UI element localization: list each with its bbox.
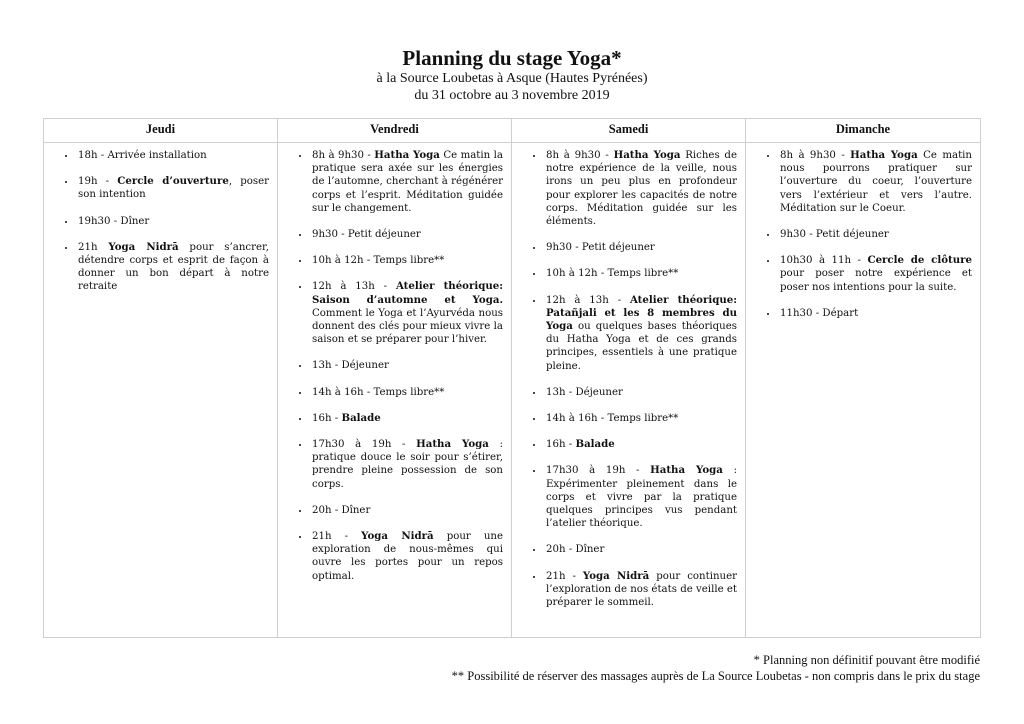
- schedule-item: [544, 241, 737, 254]
- schedule-list-samedi: [516, 149, 737, 609]
- day-header-row: [44, 119, 981, 143]
- schedule-item-time: 13h - Déjeuner: [546, 386, 623, 398]
- day-header-samedi: Samedi: [512, 119, 746, 143]
- schedule-item-time: 19h30 - Dîner: [78, 215, 150, 227]
- day-header-jeudi: Jeudi: [44, 119, 278, 143]
- schedule-item: [310, 254, 503, 267]
- schedule-item: [778, 149, 972, 215]
- schedule-list-jeudi: [48, 149, 269, 294]
- schedule-item-activity: Cercle de clôture: [867, 254, 972, 267]
- schedule-item-desc: , poser son intention: [78, 176, 269, 201]
- schedule-item-activity: Yoga Nidrā: [361, 530, 434, 543]
- document-header: [0, 46, 1024, 104]
- schedule-item-activity: Yoga Nidrā: [108, 240, 179, 253]
- schedule-item-time: 8h à 9h30 -: [546, 150, 614, 161]
- schedule-item-time: 21h: [78, 241, 109, 253]
- schedule-item-activity: Yoga Nidrā: [582, 569, 650, 582]
- schedule-item: [310, 280, 503, 346]
- schedule-item-time: 16h -: [312, 412, 342, 424]
- schedule-item: [778, 228, 972, 241]
- schedule-item-desc: Riches de notre expérience de la veille, nous irons un peu plus en profondeur pour explorer les capacités de notre corps. Méditation guidée sur les éléments.: [546, 150, 737, 228]
- schedule-item-time: 14h à 16h - Temps libre**: [312, 386, 445, 398]
- schedule-item-time: 10h à 12h - Temps libre**: [312, 255, 445, 267]
- schedule-item: [544, 543, 737, 556]
- schedule-item-time: 20h - Dîner: [312, 504, 371, 516]
- schedule-item-desc: pour continuer l’exploration de nos états de veille et préparer le sommeil.: [546, 570, 737, 609]
- schedule-item-desc: pour poser notre expérience et poser nos intentions pour la suite.: [780, 268, 972, 293]
- schedule-item-activity: Cercle d’ouverture: [117, 175, 229, 188]
- schedule-item: [544, 412, 737, 425]
- schedule-item: [778, 307, 972, 320]
- schedule-item-time: 16h -: [546, 439, 576, 451]
- day-column-vendredi: [278, 143, 512, 638]
- schedule-item: [310, 149, 503, 215]
- page-title: Planning du stage Yoga*: [402, 46, 622, 70]
- schedule-item-time: 19h -: [78, 176, 118, 188]
- schedule-table: [43, 118, 981, 638]
- schedule-item-time: 13h - Déjeuner: [312, 360, 389, 372]
- schedule-item: [778, 254, 972, 294]
- schedule-item-activity: Atelier théorique: Patañjali et les 8 membres du Yoga: [546, 293, 737, 333]
- schedule-item-time: 17h30 à 19h -: [312, 439, 417, 451]
- schedule-item-activity: Hatha Yoga: [374, 149, 440, 161]
- schedule-item: [76, 149, 269, 162]
- day-column-jeudi: [44, 143, 278, 638]
- schedule-item-desc: Comment le Yoga et l’Ayurvéda nous donnent des clés pour mieux vivre la saison et se préparer pour l’hiver.: [312, 307, 503, 346]
- schedule-item-time: 8h à 9h30 -: [780, 150, 851, 161]
- schedule-item-time: 10h à 12h - Temps libre**: [546, 268, 679, 280]
- schedule-list-dimanche: [750, 149, 972, 320]
- day-header-vendredi: Vendredi: [278, 119, 512, 143]
- schedule-item-time: 9h30 - Petit déjeuner: [780, 229, 889, 241]
- schedule-list-vendredi: [282, 149, 503, 583]
- location-line: à la Source Loubetas à Asque (Hautes Pyrénées): [376, 71, 648, 86]
- schedule-item-time: 18h - Arrivée installation: [78, 150, 207, 161]
- schedule-item-time: 11h30 - Départ: [780, 307, 859, 319]
- footnote-planning: * Planning non définitif pouvant être modifié: [753, 653, 980, 667]
- schedule-item: [310, 386, 503, 399]
- schedule-item-activity: Hatha Yoga: [416, 438, 489, 451]
- schedule-item-time: 17h30 à 19h -: [546, 465, 651, 477]
- schedule-item-desc: : pratique douce le soir pour s’étirer, prendre pleine possession de son corps.: [312, 439, 503, 490]
- schedule-item: [544, 267, 737, 280]
- schedule-item-desc: pour s’ancrer, détendre corps et esprit de façon à donner un bon départ à notre retraite: [78, 241, 269, 293]
- schedule-item: [544, 149, 737, 228]
- schedule-item-time: 9h30 - Petit déjeuner: [312, 229, 421, 241]
- footnote-massages: ** Possibilité de réserver des massages auprès de La Source Loubetas - non compris dans le prix du stage: [451, 669, 980, 683]
- schedule-item: [310, 530, 503, 583]
- schedule-item-desc: Ce matin la pratique sera axée sur les énergies de l’automne, cherchant à régénérer corps et l’esprit. Méditation guidée sur le changement.: [312, 150, 503, 214]
- schedule-item-activity: Hatha Yoga: [650, 464, 723, 477]
- day-column-samedi: [512, 143, 746, 638]
- schedule-item: [544, 570, 737, 610]
- schedule-item-time: 10h30 à 11h -: [780, 255, 868, 267]
- schedule-item: [76, 215, 269, 228]
- schedule-item-time: 9h30 - Petit déjeuner: [546, 242, 655, 254]
- schedule-item-time: 14h à 16h - Temps libre**: [546, 413, 679, 425]
- schedule-item-time: 8h à 9h30 -: [312, 150, 375, 161]
- schedule-item-activity: Hatha Yoga: [613, 149, 681, 161]
- schedule-item: [310, 438, 503, 491]
- schedule-item: [544, 294, 737, 373]
- schedule-item-desc: : Expérimenter pleinement dans le corps et vivre par la pratique quelques principes vus pendant l’atelier théorique.: [546, 465, 737, 530]
- schedule-item-time: 21h -: [546, 570, 583, 582]
- schedule-item-desc: ou quelques bases théoriques du Hatha Yoga et de ces grands principes, essentiels à une pratique pleine.: [546, 321, 737, 372]
- schedule-item-desc: Ce matin nous pourrons pratiquer sur l’ouverture du coeur, l’ouverture vers l’extérieur et vers l’autre. Méditation sur le Coeur.: [780, 150, 972, 214]
- schedule-item-desc: pour une exploration de nous-mêmes qui ouvre les portes pour un repos optimal.: [312, 531, 503, 582]
- schedule-item: [310, 412, 503, 425]
- schedule-item-time: 12h à 13h -: [312, 281, 396, 293]
- schedule-item: [310, 359, 503, 372]
- schedule-item: [310, 504, 503, 517]
- schedule-item: [310, 228, 503, 241]
- day-header-dimanche: Dimanche: [746, 119, 981, 143]
- schedule-item: [76, 175, 269, 201]
- schedule-item: [544, 438, 737, 451]
- dates-line: du 31 octobre au 3 novembre 2019: [414, 88, 610, 103]
- schedule-item-activity: Hatha Yoga: [850, 149, 918, 161]
- schedule-item-time: 20h - Dîner: [546, 544, 605, 556]
- footnotes: [452, 652, 980, 684]
- schedule-item-time: 21h -: [312, 531, 362, 543]
- day-content-row: [44, 143, 981, 638]
- schedule-item-activity: Balade: [341, 411, 381, 424]
- schedule-item-time: 12h à 13h -: [546, 294, 630, 306]
- schedule-item: [76, 241, 269, 294]
- schedule-item: [544, 464, 737, 530]
- day-column-dimanche: [746, 143, 981, 638]
- schedule-item-activity: Balade: [575, 438, 615, 451]
- schedule-item-activity: Atelier théorique: Saison d’automne et Yoga.: [312, 280, 503, 306]
- schedule-item: [544, 386, 737, 399]
